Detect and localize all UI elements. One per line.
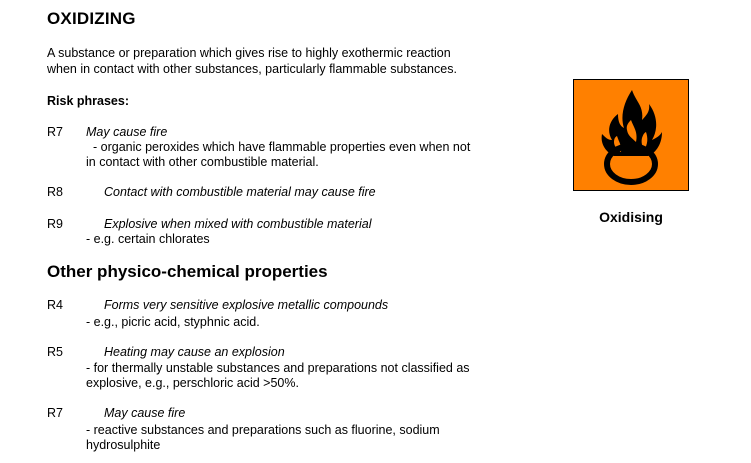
risk-phrases-heading: Risk phrases: [47, 94, 129, 108]
hazard-symbol [573, 79, 689, 191]
risk-code: R7 [47, 406, 63, 420]
intro-line: A substance or preparation which gives rise to highly exothermic reaction [47, 46, 451, 60]
hazard-symbol-label: Oxidising [599, 209, 663, 225]
risk-phrase: Contact with combustible material may cause fire [104, 185, 376, 199]
risk-phrase: Forms very sensitive explosive metallic compounds [104, 298, 389, 312]
risk-code: R4 [47, 298, 63, 312]
intro-paragraph [47, 45, 547, 77]
risk-note: explosive, e.g., perschloric acid >50%. [86, 376, 299, 390]
section-heading: Other physico-chemical properties [47, 262, 328, 281]
risk-note: hydrosulphite [86, 438, 161, 452]
intro-line: when in contact with other substances, particularly flammable substances. [47, 62, 457, 76]
risk-phrase: May cause fire [86, 125, 168, 139]
risk-note: - reactive substances and preparations such as fluorine, sodium [86, 423, 440, 437]
risk-note: - e.g., picric acid, styphnic acid. [86, 315, 260, 329]
risk-phrase: Heating may cause an explosion [104, 345, 285, 359]
page-title: OXIDIZING [47, 9, 136, 28]
flame-over-circle-icon [574, 80, 688, 190]
risk-code: R9 [47, 217, 63, 231]
risk-code: R7 [47, 125, 63, 139]
risk-note: - for thermally unstable substances and preparations not classified as [86, 361, 470, 375]
risk-code: R8 [47, 185, 63, 199]
risk-note: - e.g. certain chlorates [86, 232, 210, 246]
risk-note: in contact with other combustible material. [86, 155, 319, 169]
risk-note: - organic peroxides which have flammable properties even when not [93, 140, 471, 154]
risk-phrase: Explosive when mixed with combustible material [104, 217, 372, 231]
risk-phrase: May cause fire [104, 406, 186, 420]
risk-code: R5 [47, 345, 63, 359]
